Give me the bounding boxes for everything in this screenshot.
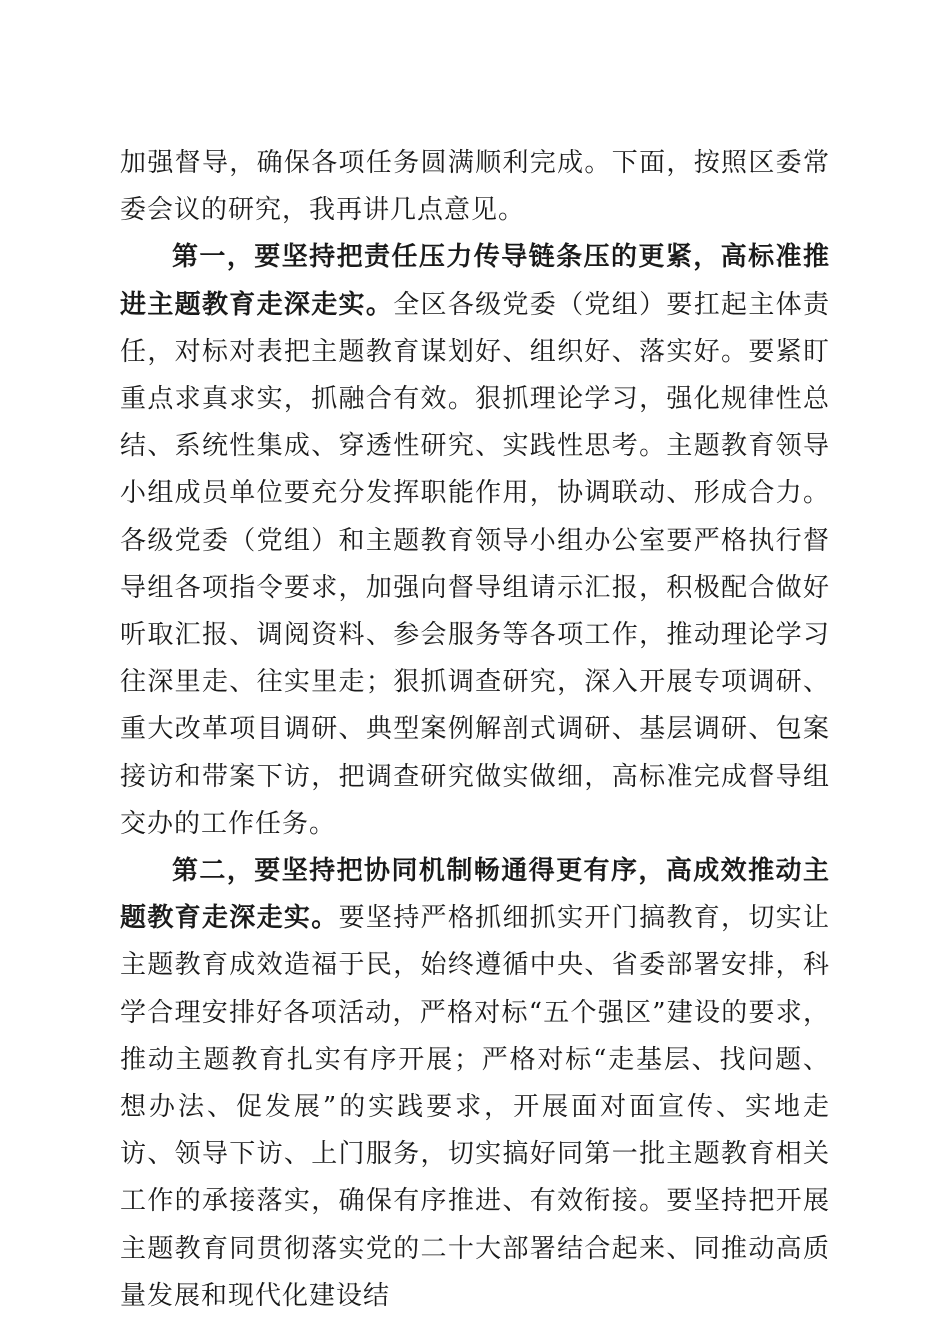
paragraph-continuation xyxy=(120,140,830,234)
paragraph-lead: 第一，要坚持把责任压力传导链条压的更紧，高标准推进主题教育走深走实。 xyxy=(120,242,830,320)
paragraph-second-point xyxy=(120,848,830,1320)
document-body xyxy=(120,140,830,1320)
paragraph-text: 加强督导，确保各项任务圆满顺利完成。下面，按照区委常委会议的研究，我再讲几点意见。 xyxy=(120,148,830,226)
paragraph-text: 全区各级党委（党组）要扛起主体责任，对标对表把主题教育谋划好、组织好、落实好。要紧盯重点求真求实，抓融合有效。狠抓理论学习，强化规律性总结、系统性集成、穿透性研究、实践性思考。主题教育领导小组成员单位要充分发挥职能作用，协调联动、形成合力。各级党委（党组）和主题教育领导小组办公室要严格执行督导组各项指令要求，加强向督导组请示汇报，积极配合做好听取汇报、调阅资料、参会服务等各项工作，推动理论学习往深里走、往实里走；狠抓调查研究，深入开展专项调研、重大改革项目调研、典型案例解剖式调研、基层调研、包案接访和带案下访，把调查研究做实做细，高标准完成督导组交办的工作任务。 xyxy=(120,289,830,839)
paragraph-lead: 第二，要坚持把协同机制畅通得更有序，高成效推动主题教育走深走实。 xyxy=(120,856,830,934)
paragraph-first-point xyxy=(120,234,830,848)
paragraph-text: 要坚持严格抓细抓实开门搞教育，切实让主题教育成效造福于民，始终遵循中央、省委部署安排，科学合理安排好各项活动，严格对标“五个强区”建设的要求，推动主题教育扎实有序开展；严格对标“走基层、找问题、想办法、促发展”的实践要求，开展面对面宣传、实地走访、领导下访、上门服务，切实搞好同第一批主题教育相关工作的承接落实，确保有序推进、有效衔接。要坚持把开展主题教育同贯彻落实党的二十大部署结合起来、同推动高质量发展和现代化建设结 xyxy=(120,903,830,1311)
